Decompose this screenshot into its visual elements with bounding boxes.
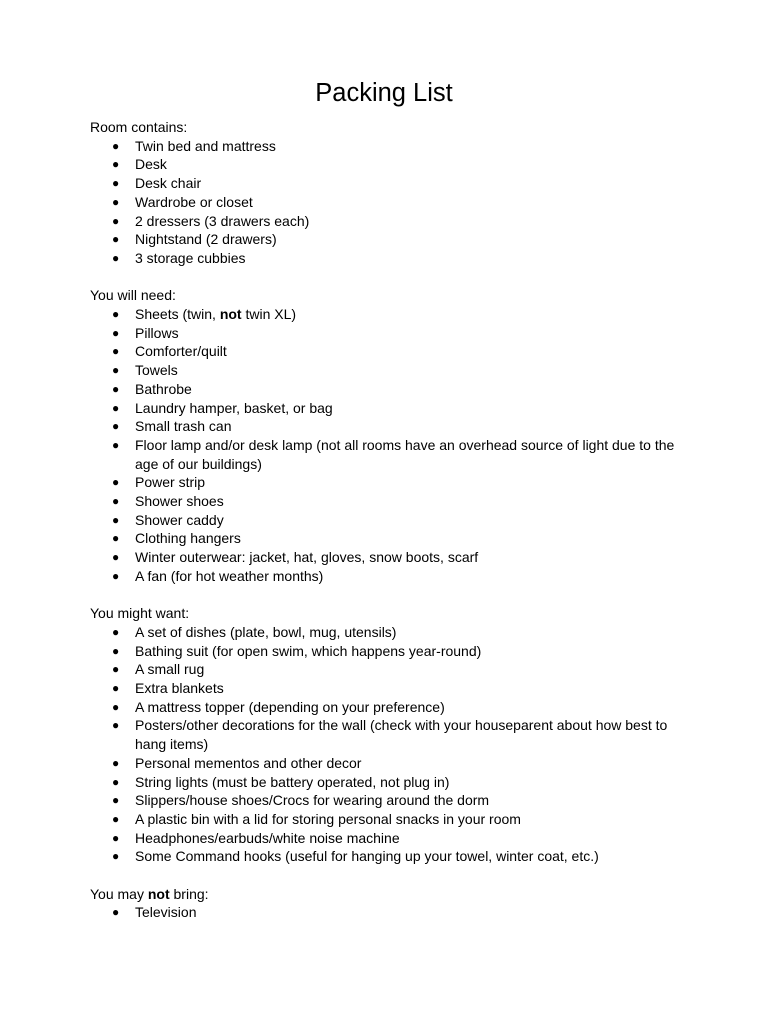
section-heading	[90, 885, 690, 904]
bullet-icon: ●	[112, 512, 120, 527]
text-segment: A mattress topper (depending on your preference)	[135, 698, 445, 715]
bullet-icon: ●	[112, 176, 120, 191]
list-item	[90, 679, 680, 698]
list-item	[90, 193, 680, 212]
text-segment: Shower caddy	[135, 511, 224, 528]
bullet-icon: ●	[112, 494, 120, 509]
bullet-icon: ●	[112, 811, 120, 826]
list-section	[90, 118, 690, 268]
text-segment: A small rug	[135, 661, 205, 678]
bullet-list	[90, 305, 690, 586]
list-item	[90, 342, 680, 361]
text-segment: Wardrobe or closet	[135, 193, 253, 210]
emphasis-text: not	[147, 885, 170, 902]
bullet-icon: ●	[112, 905, 120, 920]
list-item	[90, 324, 680, 343]
bullet-icon: ●	[112, 194, 120, 209]
list-item	[90, 529, 680, 548]
list-item	[90, 137, 680, 156]
list-item	[90, 212, 680, 231]
bullet-list	[90, 903, 690, 922]
bullet-icon: ●	[112, 793, 120, 808]
list-item	[90, 548, 680, 567]
text-segment: A fan (for hot weather months)	[135, 567, 324, 584]
text-segment: Nightstand (2 drawers)	[135, 231, 277, 248]
bullet-icon: ●	[112, 363, 120, 378]
section-heading	[90, 118, 690, 137]
list-item	[90, 567, 680, 586]
list-item	[90, 791, 680, 810]
text-segment: Twin bed and mattress	[135, 137, 276, 154]
text-segment: String lights (must be battery operated, not plug in)	[135, 773, 450, 790]
bullet-icon: ●	[112, 344, 120, 359]
text-segment: You might want:	[90, 605, 190, 622]
bullet-icon: ●	[112, 475, 120, 490]
bullet-icon: ●	[112, 718, 120, 733]
list-item	[90, 829, 680, 848]
text-segment: Personal mementos and other decor	[135, 754, 362, 771]
bullet-icon: ●	[112, 213, 120, 228]
bullet-icon: ●	[112, 325, 120, 340]
text-segment: twin XL)	[241, 306, 297, 323]
bullet-icon: ●	[112, 681, 120, 696]
list-item	[90, 436, 680, 473]
text-segment: Some Command hooks (useful for hanging up your towel, winter coat, etc.)	[135, 848, 599, 865]
bullet-icon: ●	[112, 643, 120, 658]
text-segment: Desk chair	[135, 175, 202, 192]
list-section	[90, 885, 690, 922]
page-title: Packing List	[315, 79, 453, 107]
text-segment: Pillows	[135, 324, 179, 341]
list-item	[90, 473, 680, 492]
list-item	[90, 716, 680, 753]
text-segment: 3 storage cubbies	[135, 249, 246, 266]
list-item	[90, 361, 680, 380]
list-item	[90, 642, 680, 661]
text-segment: Winter outerwear: jacket, hat, gloves, snow boots, scarf	[135, 549, 479, 566]
bullet-icon: ●	[112, 531, 120, 546]
text-segment: Extra blankets	[135, 680, 224, 697]
section-heading	[90, 286, 690, 305]
text-segment: Bathrobe	[135, 380, 192, 397]
bullet-icon: ●	[112, 849, 120, 864]
text-segment: Comforter/quilt	[135, 343, 227, 360]
list-item	[90, 810, 680, 829]
bullet-icon: ●	[112, 381, 120, 396]
bullet-icon: ●	[112, 400, 120, 415]
bullet-icon: ●	[112, 157, 120, 172]
bullet-icon: ●	[112, 138, 120, 153]
list-item	[90, 492, 680, 511]
text-segment: Bathing suit (for open swim, which happens year-round)	[135, 642, 482, 659]
bullet-icon: ●	[112, 437, 120, 452]
bullet-icon: ●	[112, 755, 120, 770]
list-item	[90, 174, 680, 193]
bullet-icon: ●	[112, 250, 120, 265]
bullet-icon: ●	[112, 419, 120, 434]
text-segment: Shower shoes	[135, 493, 224, 510]
text-segment: Headphones/earbuds/white noise machine	[135, 829, 400, 846]
list-item	[90, 660, 680, 679]
bullet-icon: ●	[112, 699, 120, 714]
list-item	[90, 155, 680, 174]
bullet-icon: ●	[112, 568, 120, 583]
list-item	[90, 305, 680, 324]
bullet-icon: ●	[112, 624, 120, 639]
list-item	[90, 380, 680, 399]
list-item	[90, 847, 680, 866]
section-heading	[90, 604, 690, 623]
document-body	[90, 118, 690, 941]
text-segment: Towels	[135, 362, 178, 379]
text-segment: Desk	[135, 156, 167, 173]
bullet-icon: ●	[112, 662, 120, 677]
text-segment: Laundry hamper, basket, or bag	[135, 399, 333, 416]
text-segment: A plastic bin with a lid for storing personal snacks in your room	[135, 810, 521, 827]
text-segment: bring:	[169, 885, 209, 902]
emphasis-text: not	[219, 306, 242, 323]
list-item	[90, 623, 680, 642]
text-segment: Small trash can	[135, 418, 232, 435]
text-segment: 2 dressers (3 drawers each)	[135, 212, 310, 229]
list-item	[90, 230, 680, 249]
list-section	[90, 604, 690, 866]
text-segment: A set of dishes (plate, bowl, mug, utensils)	[135, 623, 397, 640]
list-item	[90, 249, 680, 268]
list-item	[90, 417, 680, 436]
list-section	[90, 286, 690, 585]
list-item	[90, 754, 680, 773]
text-segment: Slippers/house shoes/Crocs for wearing around the dorm	[135, 792, 490, 809]
bullet-list	[90, 623, 690, 866]
bullet-icon: ●	[112, 550, 120, 565]
text-segment: Television	[135, 904, 197, 921]
list-item	[90, 773, 680, 792]
bullet-list	[90, 137, 690, 268]
bullet-icon: ●	[112, 830, 120, 845]
text-segment: You will need:	[90, 287, 176, 304]
text-segment: Clothing hangers	[135, 530, 241, 547]
text-segment: Posters/other decorations for the wall (check with your houseparent about how best to hang items)	[135, 717, 668, 753]
list-item	[90, 511, 680, 530]
text-segment: Room contains:	[90, 119, 188, 135]
list-item	[90, 698, 680, 717]
bullet-icon: ●	[112, 774, 120, 789]
text-segment: Sheets (twin,	[135, 306, 220, 323]
list-item	[90, 903, 680, 922]
text-segment: Floor lamp and/or desk lamp (not all rooms have an overhead source of light due to the age of our buildings)	[135, 436, 675, 472]
list-item	[90, 399, 680, 418]
text-segment: Power strip	[135, 474, 206, 491]
text-segment: You may	[90, 885, 148, 902]
bullet-icon: ●	[112, 232, 120, 247]
bullet-icon: ●	[112, 307, 120, 322]
